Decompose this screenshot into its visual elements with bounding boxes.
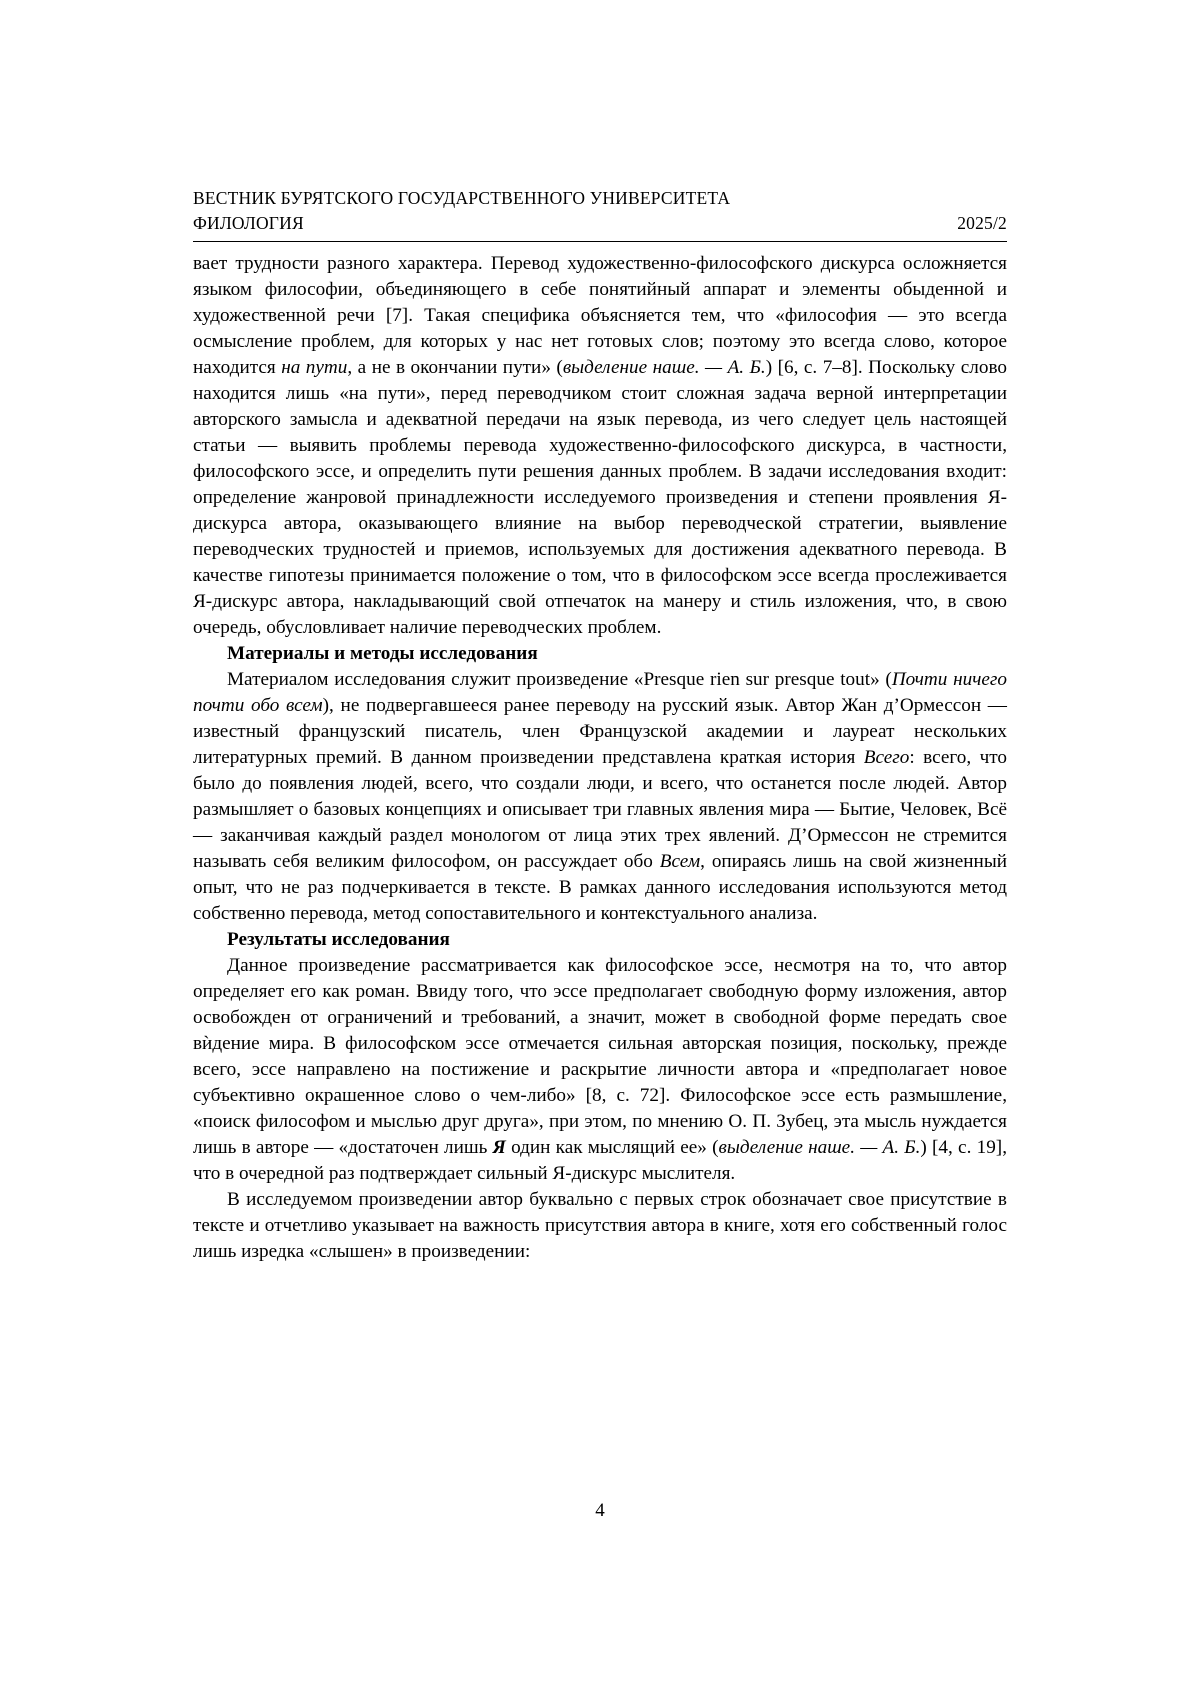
page-number: 4 bbox=[595, 1500, 605, 1521]
paragraph-last: В исследуемом произведении автор буквально с первых строк обозначает свое присутствие в тексте и отчетливо указывает на важность присутствия автора в книге, хотя его собственный голос лишь изредка «слышен» в произведении: bbox=[193, 1189, 1007, 1263]
journal-issue: 2025/2 bbox=[957, 212, 1007, 233]
emphasis-title-ru: Почти ничего почти обо всем bbox=[193, 668, 1008, 716]
text-run: один как мыслящий ее» ( bbox=[505, 1137, 719, 1159]
section-heading-results: Результаты исследования bbox=[227, 929, 450, 951]
text-run: Данное произведение рассматривается как философское эссе, несмотря на то, что автор определяет его как роман. Ввиду того, что эссе предполагает свободную форму изложения, автор освобожден от ограничений и требований, а значит, может в свободной форме передать свое вѝдение мира. В философском эссе отмечается сильная авторская позиция, поскольку, прежде всего, эссе направлено на постижение и раскрытие личности автора и «предполагает новое субъективно окрашенное слово о чем-либо» [8, с. 72]. Философское эссе есть размышление, «поиск философом и мыслью друг друга», при этом, по мнению О. П. Зубец, эта мысль нуждается лишь в авторе — «достаточен лишь bbox=[193, 955, 1007, 1159]
emphasis-note-1: выделение наше. — А. Б. bbox=[562, 356, 766, 378]
section-heading-materials: Материалы и методы исследования bbox=[227, 642, 538, 664]
emphasis-ya: Я bbox=[492, 1137, 506, 1159]
header-divider bbox=[193, 241, 1007, 242]
text-run: вает трудности разного характера. Перевод художественно-философского дискурса осложняется языком философии, объединяющего в себе понятийный аппарат и элементы обыденной и художественной речи [7]. Такая специфика объясняется тем, что «философия — это всегда осмысление проблем, для которых у нас нет готовых слов; поэтому это всегда слово, которое находится bbox=[193, 252, 1007, 378]
running-head bbox=[193, 186, 1007, 236]
text-run: ) [6, с. 7–8]. Поскольку слово находится лишь «на пути», перед переводчиком стоит сложная задача верной интерпретации авторского замысла и адекватной передачи на язык перевода, из чего следует цель настоящей статьи — выявить проблемы перевода художественно-философского дискурса, в частности, философского эссе, и определить пути решения данных проблем. В задачи исследования входит: определение жанровой принадлежности исследуемого произведения и степени проявления Я-дискурса автора, оказывающего влияние на выбор переводческой стратегии, выявление переводческих трудностей и приемов, используемых для достижения адекватного перевода. В качестве гипотезы принимается положение о том, что в философском эссе всегда прослеживается Я-дискурс автора, накладывающий свой отпечаток на манеру и стиль изложения, что, в свою очередь, обусловливает наличие переводческих проблем. bbox=[193, 356, 1007, 638]
text-run: : всего, что было до появления людей, всего, что создали люди, и всего, что останется после людей. Автор размышляет о базовых концепциях и описывает три главных явления мира — Бытие, Человек, Всё — заканчивая каждый раздел монологом от лица этих трех явлений. Д’Ормессон не стремится называть себя великим философом, он рассуждает обо bbox=[193, 746, 1007, 873]
emphasis-vsego: Всего bbox=[863, 746, 910, 768]
article-body bbox=[193, 251, 1007, 1266]
emphasis-vsem: Всем bbox=[659, 851, 701, 873]
text-run: Материалом исследования служит произведение «Presque rien sur presque tout» ( bbox=[227, 668, 892, 690]
emphasis-na-puti: на пути bbox=[281, 356, 348, 378]
text-run: ), не подвергавшееся ранее переводу на русский язык. Автор Жан д’Ормессон — известный французский писатель, член Французской академии и лауреат нескольких литературных премий. В данном произведении представлена краткая история bbox=[193, 694, 1007, 768]
text-run: , а не в окончании пути» ( bbox=[347, 356, 563, 378]
journal-section: ФИЛОЛОГИЯ bbox=[193, 212, 304, 233]
journal-title: ВЕСТНИК БУРЯТСКОГО ГОСУДАРСТВЕННОГО УНИВЕРСИТЕТА bbox=[193, 188, 731, 208]
text-run: , опираясь лишь на свой жизненный опыт, что не раз подчеркивается в тексте. В рамках данного исследования используются метод собственно перевода, метод сопоставительного и контекстуального анализа. bbox=[193, 851, 1007, 925]
text-run: ) [4, с. 19], что в очередной раз подтверждает сильный Я-дискурс мыслителя. bbox=[193, 1137, 1007, 1185]
paragraph-materials bbox=[193, 667, 1007, 927]
paragraph-results bbox=[193, 953, 1007, 1187]
emphasis-note-2: выделение наше. — А. Б. bbox=[718, 1137, 921, 1159]
paragraph-continued bbox=[193, 251, 1007, 641]
